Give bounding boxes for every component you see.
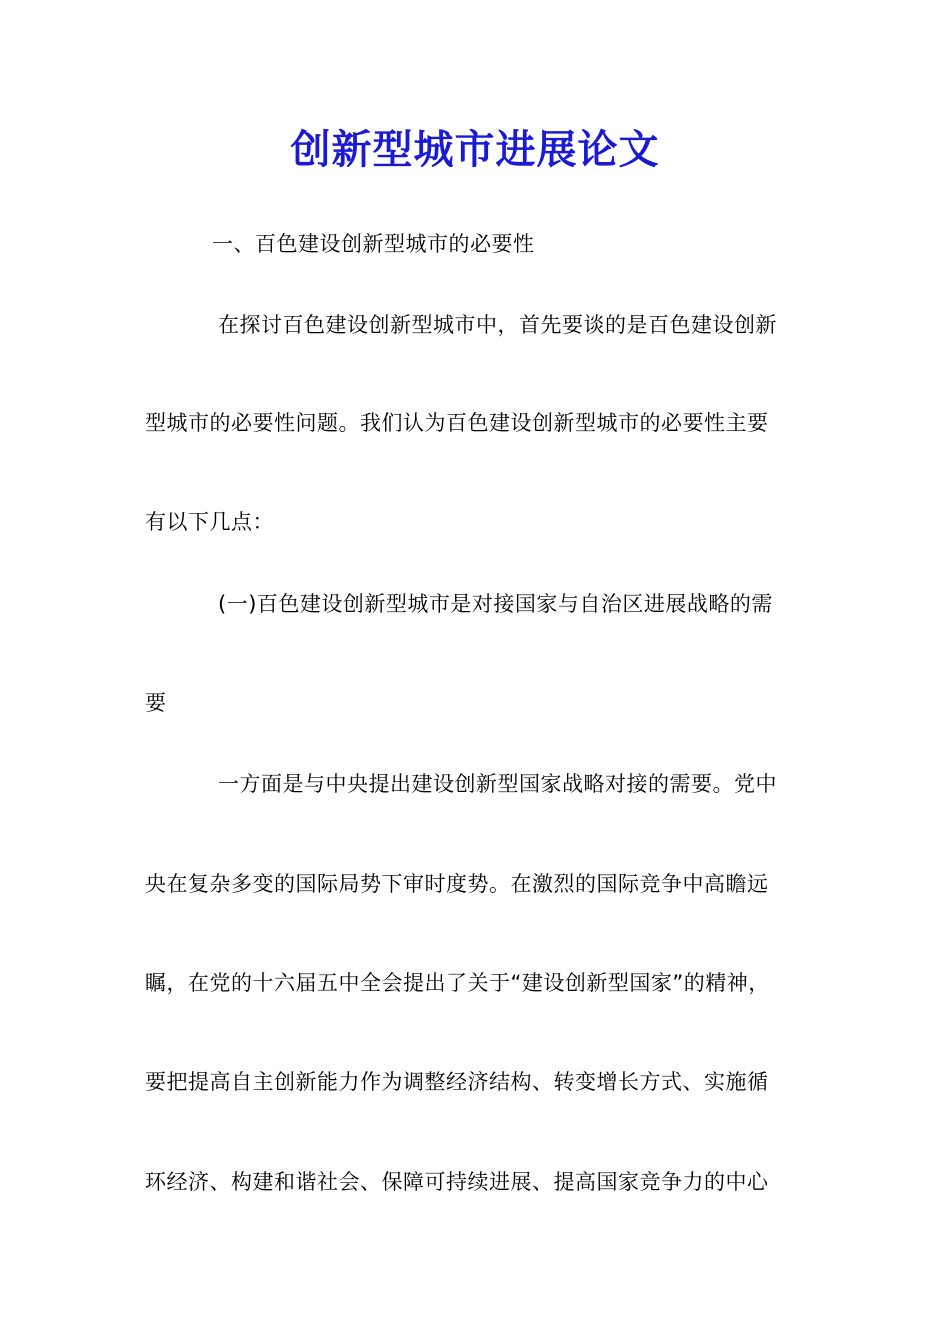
paragraph-line: 瞩，在党的十六届五中全会提出了关于“建设创新型国家”的精神，	[145, 971, 770, 995]
paragraph-line: 型城市的必要性问题。我们认为百色建设创新型城市的必要性主要	[145, 411, 769, 435]
section-heading: 一、百色建设创新型城市的必要性	[212, 232, 535, 256]
subsection-heading: (一)百色建设创新型城市是对接国家与自治区进展战略的需	[218, 592, 773, 616]
paragraph-line: 要把提高自主创新能力作为调整经济结构、转变增长方式、实施循	[145, 1070, 769, 1094]
paragraph-line: 央在复杂多变的国际局势下审时度势。在激烈的国际竞争中高瞻远	[145, 872, 769, 896]
subsection-heading-continued: 要	[145, 691, 167, 715]
paragraph-line: 环经济、构建和谐社会、保障可持续进展、提高国家竞争力的中心	[145, 1170, 769, 1194]
paragraph-line: 有以下几点：	[145, 510, 274, 534]
document-title: 创新型城市进展论文	[290, 126, 660, 173]
paragraph-line: 在探讨百色建设创新型城市中，首先要谈的是百色建设创新	[218, 313, 777, 337]
paragraph-line: 一方面是与中央提出建设创新型国家战略对接的需要。党中	[218, 772, 777, 796]
